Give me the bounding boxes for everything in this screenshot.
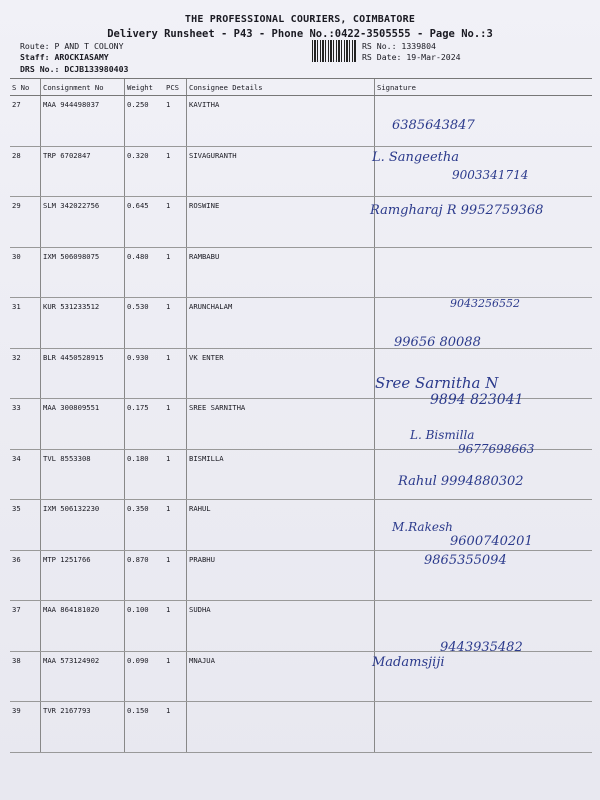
cell-weight: 0.250	[125, 96, 165, 147]
cell-pcs: 1	[164, 702, 187, 753]
cell-consignment-no: MAA 944498037	[41, 96, 125, 147]
cell-consignment-no: IXM 506132230	[41, 500, 125, 551]
cell-sno: 28	[10, 146, 41, 197]
col-consignment: Consignment No	[41, 79, 125, 96]
cell-weight: 0.480	[125, 247, 165, 298]
cell-weight: 0.100	[125, 601, 165, 652]
cell-sno: 33	[10, 399, 41, 450]
handwriting-note: 9865355094	[424, 553, 507, 568]
table-row	[10, 651, 592, 702]
cell-pcs: 1	[164, 197, 187, 248]
cell-sno: 29	[10, 197, 41, 248]
cell-sno: 39	[10, 702, 41, 753]
cell-consignee	[187, 702, 375, 753]
cell-consignment-no: TVR 2167793	[41, 702, 125, 753]
handwriting-note: 9443935482	[440, 640, 523, 655]
cell-pcs: 1	[164, 146, 187, 197]
cell-consignee: BISMILLA	[187, 449, 375, 500]
cell-sno: 31	[10, 298, 41, 349]
barcode	[312, 40, 356, 62]
handwriting-note: 99656 80088	[394, 335, 481, 350]
cell-pcs: 1	[164, 298, 187, 349]
cell-consignee: ARUNCHALAM	[187, 298, 375, 349]
cell-consignee: SREE SARNITHA	[187, 399, 375, 450]
handwriting-note: L. Sangeetha	[372, 150, 459, 165]
staff-label: Staff: AROCKIASAMY	[20, 52, 109, 62]
cell-signature	[375, 247, 593, 298]
cell-consignment-no: TVL 8553308	[41, 449, 125, 500]
cell-consignee: RAMBABU	[187, 247, 375, 298]
handwriting-note: 9677698663	[458, 442, 535, 456]
col-consignee: Consignee Details	[187, 79, 375, 96]
rs-date: RS Date: 19-Mar-2024	[362, 52, 461, 62]
cell-pcs: 1	[164, 449, 187, 500]
cell-consignee: SIVAGURANTH	[187, 146, 375, 197]
handwriting-note: L. Bismilla	[410, 428, 475, 442]
handwriting-note: Sree Sarnitha N	[375, 374, 499, 392]
cell-weight: 0.530	[125, 298, 165, 349]
cell-consignment-no: MAA 864181020	[41, 601, 125, 652]
col-pcs: PCS	[164, 79, 187, 96]
cell-sno: 35	[10, 500, 41, 551]
cell-signature	[375, 702, 593, 753]
table-row	[10, 247, 592, 298]
cell-consignee: MNAJUA	[187, 651, 375, 702]
cell-weight: 0.645	[125, 197, 165, 248]
table-row	[10, 702, 592, 753]
col-sno: S No	[10, 79, 41, 96]
cell-weight: 0.150	[125, 702, 165, 753]
cell-pcs: 1	[164, 601, 187, 652]
cell-pcs: 1	[164, 651, 187, 702]
cell-pcs: 1	[164, 247, 187, 298]
col-signature: Signature	[375, 79, 593, 96]
handwriting-note: 9600740201	[450, 534, 533, 549]
cell-consignment-no: KUR 531233512	[41, 298, 125, 349]
cell-sno: 32	[10, 348, 41, 399]
cell-consignee: PRABHU	[187, 550, 375, 601]
handwriting-note: Ramgharaj R 9952759368	[370, 203, 544, 218]
cell-sno: 34	[10, 449, 41, 500]
cell-consignment-no: MAA 300809551	[41, 399, 125, 450]
cell-consignment-no: TRP 6702847	[41, 146, 125, 197]
table-row	[10, 348, 592, 399]
cell-weight: 0.320	[125, 146, 165, 197]
cell-consignee: KAVITHA	[187, 96, 375, 147]
cell-pcs: 1	[164, 399, 187, 450]
cell-pcs: 1	[164, 550, 187, 601]
cell-sno: 37	[10, 601, 41, 652]
handwriting-note: 9043256552	[450, 297, 520, 310]
table-header-row	[10, 79, 592, 96]
cell-weight: 0.175	[125, 399, 165, 450]
cell-sno: 27	[10, 96, 41, 147]
cell-consignment-no: BLR 4450528915	[41, 348, 125, 399]
cell-weight: 0.180	[125, 449, 165, 500]
cell-consignment-no: IXM 506098075	[41, 247, 125, 298]
handwriting-note: Rahul 9994880302	[398, 474, 524, 489]
cell-consignment-no: MAA 573124902	[41, 651, 125, 702]
handwriting-note: 9003341714	[452, 168, 529, 182]
cell-sno: 38	[10, 651, 41, 702]
cell-pcs: 1	[164, 96, 187, 147]
runsheet-subtitle: Delivery Runsheet - P43 - Phone No.:0422-3505555 - Page No.:3	[107, 28, 493, 40]
handwriting-note: 6385643847	[392, 118, 475, 133]
cell-pcs: 1	[164, 348, 187, 399]
rs-number: RS No.: 1339804	[362, 41, 436, 51]
cell-weight: 0.350	[125, 500, 165, 551]
handwriting-note: 9894 823041	[430, 392, 524, 408]
handwriting-note: Madamsjiji	[372, 655, 445, 670]
drs-number: DRS No.: DCJB133980403	[20, 64, 129, 74]
cell-consignee: VK ENTER	[187, 348, 375, 399]
cell-consignee: RAHUL	[187, 500, 375, 551]
cell-sno: 36	[10, 550, 41, 601]
cell-consignment-no: MTP 1251766	[41, 550, 125, 601]
handwriting-note: M.Rakesh	[392, 520, 453, 534]
cell-consignment-no: SLM 342022756	[41, 197, 125, 248]
cell-pcs: 1	[164, 500, 187, 551]
cell-weight: 0.090	[125, 651, 165, 702]
company-title: THE PROFESSIONAL COURIERS, COIMBATORE	[184, 14, 416, 25]
cell-weight: 0.930	[125, 348, 165, 399]
cell-weight: 0.870	[125, 550, 165, 601]
cell-consignee: ROSWINE	[187, 197, 375, 248]
table-row	[10, 96, 592, 147]
cell-sno: 30	[10, 247, 41, 298]
col-weight: Weight	[125, 79, 165, 96]
route-label: Route: P AND T COLONY	[20, 41, 124, 51]
cell-consignee: SUDHA	[187, 601, 375, 652]
